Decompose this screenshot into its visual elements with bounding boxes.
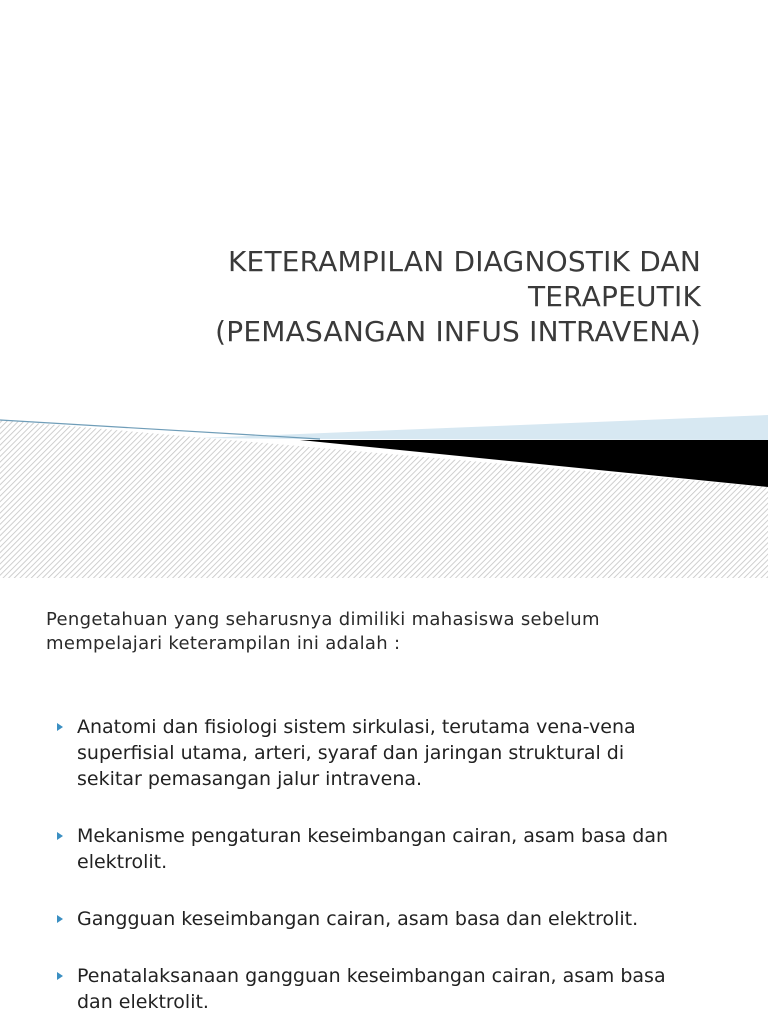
title-line-1: KETERAMPILAN DIAGNOSTIK DAN <box>228 245 701 278</box>
bullet-text-line: superfisial utama, arteri, syaraf dan jaringan struktural di <box>77 742 625 764</box>
bullet-text-line: Anatomi dan fisiologi sistem sirkulasi, terutama vena-vena <box>77 716 636 738</box>
bullet-text-line: sekitar pemasangan jalur intravena. <box>77 768 423 790</box>
triangle-bullet-icon <box>57 723 63 731</box>
list-item <box>52 823 732 875</box>
bullet-text-line: Gangguan keseimbangan cairan, asam basa dan elektrolit. <box>77 908 639 930</box>
content-slide <box>0 578 768 1024</box>
intro-line-1: Pengetahuan yang seharusnya dimiliki mahasiswa sebelum <box>46 609 600 630</box>
light-blue-band <box>200 415 768 440</box>
triangle-bullet-icon <box>57 832 63 840</box>
title-line-3: (PEMASANGAN INFUS INTRAVENA) <box>215 315 701 348</box>
intro-line-2: mempelajari keterampilan ini adalah : <box>46 633 401 654</box>
list-item <box>52 963 732 1015</box>
bullet-text-line: Mekanisme pengaturan keseimbangan cairan, asam basa dan <box>77 825 669 847</box>
decorative-wave-band <box>0 405 768 578</box>
slide-title <box>61 244 701 349</box>
intro-heading <box>46 608 736 656</box>
bullet-text-line: Penatalaksanaan gangguan keseimbangan cairan, asam basa <box>77 965 666 987</box>
triangle-bullet-icon <box>57 915 63 923</box>
title-line-2: TERAPEUTIK <box>527 280 701 313</box>
bullet-text-line: elektrolit. <box>77 851 168 873</box>
bullet-list <box>52 714 732 1024</box>
list-item <box>52 906 732 932</box>
bullet-text-line: dan elektrolit. <box>77 991 209 1013</box>
triangle-bullet-icon <box>57 972 63 980</box>
list-item <box>52 714 732 792</box>
